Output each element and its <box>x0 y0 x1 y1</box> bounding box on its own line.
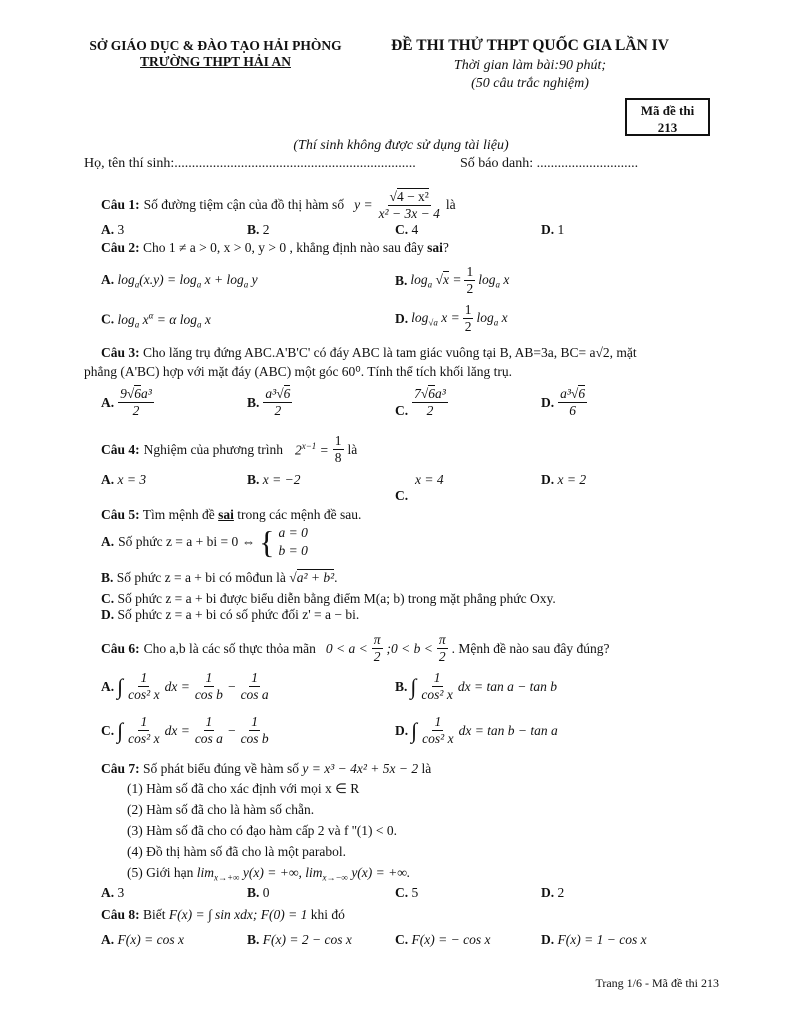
option-c: C. 5 <box>395 885 419 900</box>
option-b: B. Số phức z = a + bi có môđun là √a² + b². <box>101 570 338 585</box>
option-d: D. x = 2 <box>541 472 587 487</box>
instruction-note: (Thí sinh không được sử dụng tài liệu) <box>293 138 509 153</box>
option-d: D. 1 <box>541 222 565 237</box>
question-5: Câu 5: Tìm mệnh đề sai trong các mệnh đề sau. <box>101 507 362 522</box>
question-count: (50 câu trắc nghiệm) <box>471 76 589 91</box>
question-label: Câu 1: <box>101 197 140 212</box>
statement-item: (4) Đồ thị hàm số đã cho là một parabol. <box>127 844 346 859</box>
question-text: Số đường tiệm cận của đồ thị hàm số <box>143 197 345 212</box>
exam-time: Thời gian làm bài:90 phút; <box>453 58 607 73</box>
school-name: TRƯỜNG THPT HẢI AN <box>140 54 291 69</box>
question-1: Câu 1: Số đường tiệm cận của đồ thị hàm số y = $\frac{\text{√4 − x²}}{\text{x² − 3x − 4}}$ là <box>101 188 456 221</box>
formula: $\frac{\text{√4 − x²}}{\text{x² − 3x − 4}}$ <box>378 188 440 221</box>
option-c: x = 4 C. <box>395 472 444 503</box>
option-c: C. Số phức z = a + bi được biểu diễn bằng điểm M(a; b) trong mặt phẳng phức Oxy. <box>101 591 556 606</box>
option-b: B. F(x) = 2 − cos x <box>247 932 352 947</box>
option-a: A. Số phức z = a + bi = 0 ⇔ { a = 0 b = 0 <box>101 524 308 560</box>
statement-item: (3) Hàm số đã cho có đạo hàm cấp 2 và f ''(1) < 0. <box>127 823 398 838</box>
option-a: A. $\log_a(x.y) = \log_a x + \log_a y$ <box>101 272 258 290</box>
option-d: D. ∫ $\frac{1}{\text{cos² x}}$ dx = tan b − tan a <box>395 714 558 746</box>
exam-title: ĐỀ THI THỬ THPT QUỐC GIA LẦN IV <box>391 37 669 54</box>
option-a: A. x = 3 <box>101 472 147 487</box>
option-b: B. $\log_a √x$ = $\frac{1}{2}$ $\log_a x$ <box>395 264 510 296</box>
department-name: SỞ GIÁO DỤC & ĐÀO TẠO HẢI PHÒNG <box>89 38 342 53</box>
option-d: D. F(x) = 1 − cos x <box>541 932 647 947</box>
question-7: Câu 7: Số phát biểu đúng về hàm số y = x³ − 4x² + 5x − 2 là <box>101 761 432 776</box>
option-d: D. Số phức z = a + bi có số phức đối z' = a − bi. <box>101 607 360 622</box>
statement-list <box>127 778 410 889</box>
statement-item: (1) Hàm số đã cho xác định với mọi x ∈ R <box>127 781 360 796</box>
statement-item: (5) Giới hạn $\lim_{x\to+\infty} y(x)$ = +∞, $\lim_{x\to-\infty} y(x)$ = +∞. <box>127 865 411 883</box>
question-3-cont: phẳng (A'BC) hợp với mặt đáy (ABC) một góc 60⁰. Tính thể tích khối lăng trụ. <box>84 364 512 379</box>
question-3: Câu 3: Cho lăng trụ đứng ABC.A'B'C' có đáy ABC là tam giác vuông tại B, AB=3a, BC= a√2, mặt <box>101 345 637 360</box>
option-d: D. 2 <box>541 885 565 900</box>
option-a: A. $\frac{\text{9√6a³}}{2}$ <box>101 386 152 418</box>
option-c: C. ∫ $\frac{1}{\text{cos² x}}$ dx = $\frac{1}{\text{cos a}}$ − $\frac{1}{\text{cos b}}$ <box>101 714 269 746</box>
option-c: C. F(x) = − cos x <box>395 932 491 947</box>
option-b: B. ∫ $\frac{1}{\text{cos² x}}$ dx = tan a − tan b <box>395 670 558 702</box>
option-b: B. 2 <box>247 222 270 237</box>
option-a: A. 3 <box>101 885 125 900</box>
question-4: Câu 4: Nghiệm của phương trình $2^{x-1}$ = $\frac{1}{8}$ là <box>101 433 358 465</box>
option-d: D. $\frac{\text{a³√6}}{6}$ <box>541 386 586 418</box>
option-b: B. $\frac{\text{a³√6}}{2}$ <box>247 386 291 418</box>
option-a: A. F(x) = cos x <box>101 932 184 947</box>
option-c: C. $\log_a x^\alpha = \alpha$ $\log_a x$ <box>101 310 211 330</box>
page-footer: Trang 1/6 - Mã đề thi 213 <box>595 976 719 990</box>
option-a: A. ∫ $\frac{1}{\text{cos² x}}$ dx = $\frac{1}{\text{cos b}}$ − $\frac{1}{\text{cos a}}$ <box>101 670 269 702</box>
candidate-name-line: Họ, tên thí sinh:..................................................................... <box>84 156 416 171</box>
candidate-id-line: Số báo danh: ............................. <box>460 156 639 171</box>
exam-code-label: Mã đề thi <box>640 103 695 118</box>
question-6: Câu 6: Cho a,b là các số thực thỏa mãn 0 < a < $\frac{\pi}{2}$ ;0 < b < $\frac{\pi}{2}$ . Mệnh đề nào sau đây đúng? <box>101 632 610 664</box>
exam-code-box <box>625 98 710 136</box>
option-a: A. 3 <box>101 222 125 237</box>
option-b: B. 0 <box>247 885 270 900</box>
question-end: là <box>445 197 456 212</box>
option-d: D. $\log_{√a} x$ = $\frac{1}{2}$ $\log_a x$ <box>395 302 508 334</box>
question-2: Câu 2: Cho 1 ≠ a > 0, x > 0, y > 0 , khẳng định nào sau đây sai? <box>101 240 449 255</box>
question-8: Câu 8: Biết F(x) = ∫ sin xdx; F(0) = 1 khi đó <box>101 907 345 922</box>
option-c: C. 4 <box>395 222 419 237</box>
option-c: C. $\frac{\text{7√6a³}}{2}$ <box>395 386 446 418</box>
option-b: B. x = −2 <box>247 472 301 487</box>
exam-code: 213 <box>657 120 678 135</box>
statement-item: (2) Hàm số đã cho là hàm số chẵn. <box>127 802 315 817</box>
